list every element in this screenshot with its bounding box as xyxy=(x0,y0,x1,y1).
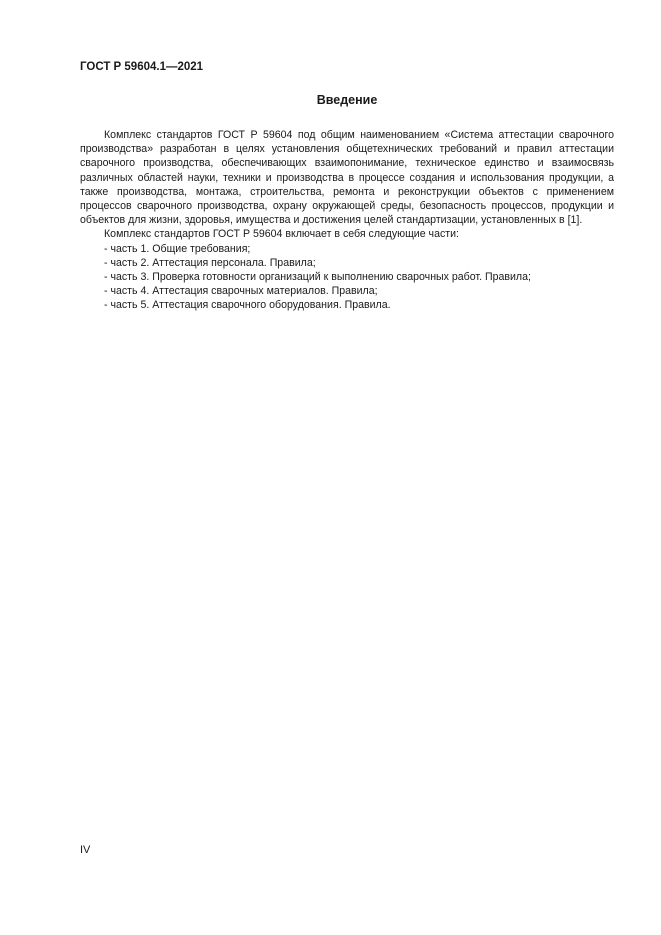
document-header-standard-id: ГОСТ Р 59604.1—2021 xyxy=(80,61,204,73)
intro-paragraph: Комплекс стандартов ГОСТ Р 59604 под общим наименованием «Система аттестации сварочного производства» разработан в целях установления общетехнических требований и правил аттестации сварочного производства, обеспечивающих взаимопонимание, техническое единство и взаимосвязь различных областей науки, техники и производства в процессе создания и использования продукции, а также производства, монтажа, строительства, ремонта и реконструкции объектов с применением процессов сварочного производства, охрану окружающей среды, безопасность процессов, продукции и объектов для жизни, здоровья, имущества и достижения целей стандартизации, установленных в [1]. xyxy=(80,129,614,227)
list-item: - часть 3. Проверка готовности организаций к выполнению сварочных работ. Правила; xyxy=(104,271,531,284)
list-item: - часть 4. Аттестация сварочных материалов. Правила; xyxy=(104,285,378,298)
parts-intro-paragraph: Комплекс стандартов ГОСТ Р 59604 включает в себя следующие части: xyxy=(104,228,459,241)
list-item: - часть 1. Общие требования; xyxy=(104,242,251,255)
section-title xyxy=(80,93,614,107)
page-number: IV xyxy=(80,844,91,856)
parts-list xyxy=(80,242,614,313)
document-body xyxy=(80,128,614,313)
list-item: - часть 2. Аттестация персонала. Правила; xyxy=(104,256,316,269)
list-item: - часть 5. Аттестация сварочного оборудования. Правила. xyxy=(104,299,391,312)
section-title-text: Введение xyxy=(316,93,378,107)
